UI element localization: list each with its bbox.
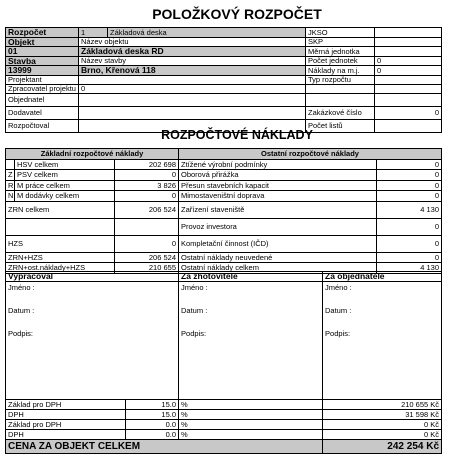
- empty-cell: [375, 93, 442, 106]
- budget-name: Základová deska: [108, 28, 306, 38]
- cost-header-row: [6, 149, 442, 160]
- vat-row: [6, 410, 442, 420]
- unit-value: [375, 47, 442, 57]
- client-label: Objednatel: [6, 93, 79, 106]
- vat-value: 0 Kč: [323, 420, 442, 430]
- cost-row: [6, 218, 442, 235]
- other-cost-label: Ostatní náklady celkem: [179, 263, 377, 274]
- other-cost-label: Kompletační činnost (IČD): [179, 235, 377, 252]
- vat-label: DPH: [6, 410, 126, 420]
- cost-prefix: [6, 159, 15, 170]
- header-row: [6, 47, 442, 57]
- jkso-value: [375, 28, 442, 38]
- empty-cell: [306, 93, 375, 106]
- basic-costs-header: Základní rozpočtové náklady: [6, 149, 179, 160]
- vat-rate: 15.0: [126, 410, 179, 420]
- signature-header-row: [6, 272, 442, 282]
- other-cost-value: 0: [377, 252, 442, 263]
- date-label: Datum :: [8, 306, 35, 315]
- cost-row: [6, 252, 442, 263]
- supplier-label: Dodavatel: [6, 106, 79, 119]
- cost-label: HZS: [6, 235, 115, 252]
- other-cost-value: 4 130: [377, 201, 442, 218]
- cost-row: [6, 191, 442, 202]
- cost-value: 0: [115, 191, 179, 202]
- cost-table: [5, 148, 442, 274]
- header-row: [6, 28, 442, 38]
- estimator-label: Rozpočtoval: [6, 119, 79, 132]
- other-cost-label: Provoz investora: [179, 218, 377, 235]
- other-cost-value: 0: [377, 235, 442, 252]
- total-row: [6, 440, 442, 454]
- empty-cell: [375, 84, 442, 93]
- unit-label: Měrná jednotka: [306, 47, 375, 57]
- vat-unit: %: [179, 410, 323, 420]
- designer-value: [79, 75, 306, 84]
- budget-number: 1: [79, 28, 108, 38]
- other-cost-value: 0: [377, 218, 442, 235]
- signature-label: Podpis:: [181, 329, 207, 338]
- cost-row: [6, 159, 442, 170]
- vat-unit: %: [179, 430, 323, 440]
- object-name: Základová deska RD: [79, 47, 306, 57]
- cost-prefix: Z: [6, 170, 15, 181]
- cost-label: [6, 218, 115, 235]
- name-label: Jméno :: [8, 283, 35, 292]
- cost-value: 0: [115, 235, 179, 252]
- cost-value: 206 524: [115, 252, 179, 263]
- cost-label: HSV celkem: [15, 159, 115, 170]
- vat-value: 210 655 Kč: [323, 400, 442, 410]
- other-cost-value: 0: [377, 180, 442, 191]
- contractor-block: [179, 282, 323, 400]
- cost-value: 202 698: [115, 159, 179, 170]
- other-cost-label: Oborová přirážka: [179, 170, 377, 181]
- vat-unit: %: [179, 420, 323, 430]
- name-label: Jméno :: [181, 283, 208, 292]
- cost-label: M dodávky celkem: [15, 191, 115, 202]
- cost-prefix: N: [6, 191, 15, 202]
- section-title: ROZPOČTOVÉ NÁKLADY: [161, 128, 313, 142]
- date-label: Datum :: [181, 306, 208, 315]
- vat-unit: %: [179, 400, 323, 410]
- skp-label: SKP: [306, 37, 375, 47]
- unit-cost-value: 0: [375, 66, 442, 76]
- construction-name: Brno, Křenová 118: [79, 66, 306, 76]
- construction-label: Stavba: [6, 56, 79, 66]
- name-label: Jméno :: [325, 283, 352, 292]
- prepared-by-header: Vypracoval: [6, 272, 179, 282]
- other-cost-label: Ostatní náklady neuvedené: [179, 252, 377, 263]
- cost-label: ZRN+HZS: [6, 252, 115, 263]
- cost-value: 0: [115, 170, 179, 181]
- object-code: 01: [6, 47, 79, 57]
- cost-row: [6, 235, 442, 252]
- vat-row: [6, 420, 442, 430]
- cost-value: 206 524: [115, 201, 179, 218]
- empty-cell: [306, 84, 375, 93]
- total-value: 242 254 Kč: [323, 440, 442, 454]
- signature-table: [5, 271, 442, 454]
- unit-count-label: Počet jednotek: [306, 56, 375, 66]
- construction-code: 13999: [6, 66, 79, 76]
- vat-row: [6, 400, 442, 410]
- vat-label: Základ pro DPH: [6, 400, 126, 410]
- header-row: [6, 75, 442, 84]
- object-name-label: Název objektu: [79, 37, 306, 47]
- other-cost-label: Zařízení staveniště: [179, 201, 377, 218]
- processor-label: Zpracovatel projektu: [6, 84, 79, 93]
- supplier-value: [79, 106, 306, 119]
- vat-rate: 15.0: [126, 400, 179, 410]
- cost-row: [6, 170, 442, 181]
- cost-value: 210 655: [115, 263, 179, 274]
- order-number-label: Zakázkové číslo: [306, 106, 375, 119]
- budget-type-value: [375, 75, 442, 84]
- vat-value: 0 Kč: [323, 430, 442, 440]
- unit-cost-label: Náklady na m.j.: [306, 66, 375, 76]
- cost-row: [6, 180, 442, 191]
- skp-value: [375, 37, 442, 47]
- total-label: CENA ZA OBJEKT CELKEM: [6, 440, 323, 454]
- order-number-value: 0: [375, 106, 442, 119]
- signature-label: Podpis:: [325, 329, 351, 338]
- vat-value: 31 598 Kč: [323, 410, 442, 420]
- other-cost-label: Ztížené výrobní podmínky: [179, 159, 377, 170]
- budget-type-label: Typ rozpočtu: [306, 75, 375, 84]
- other-cost-value: 0: [377, 159, 442, 170]
- header-row: [6, 84, 442, 93]
- designer-label: Projektant: [6, 75, 79, 84]
- budget-label: Rozpočet: [6, 28, 79, 38]
- other-cost-value: 4 130: [377, 263, 442, 274]
- cost-value: [115, 218, 179, 235]
- cost-prefix: R: [6, 180, 15, 191]
- processor-value: 0: [79, 84, 306, 93]
- header-row: [6, 66, 442, 76]
- vat-row: [6, 430, 442, 440]
- other-cost-value: 0: [377, 170, 442, 181]
- sheet-count-label: Počet listů: [306, 119, 375, 132]
- vat-rate: 0.0: [126, 430, 179, 440]
- page-title: POLOŽKOVÝ ROZPOČET: [152, 6, 322, 22]
- construction-name-label: Název stavby: [79, 56, 306, 66]
- cost-label: ZRN celkem: [6, 201, 115, 218]
- prepared-by-block: [6, 282, 179, 400]
- cost-label: M práce celkem: [15, 180, 115, 191]
- vat-label: Základ pro DPH: [6, 420, 126, 430]
- header-row: [6, 37, 442, 47]
- cost-row: [6, 201, 442, 218]
- jkso-label: JKSO: [306, 28, 375, 38]
- vat-label: DPH: [6, 430, 126, 440]
- date-label: Datum :: [325, 306, 352, 315]
- object-label: Objekt: [6, 37, 79, 47]
- vat-rate: 0.0: [126, 420, 179, 430]
- unit-count-value: 0: [375, 56, 442, 66]
- other-cost-value: 0: [377, 191, 442, 202]
- client-block: [323, 282, 442, 400]
- other-cost-label: Mimostaveništní doprava: [179, 191, 377, 202]
- client-value: [79, 93, 306, 106]
- signature-body-row: [6, 282, 442, 400]
- other-cost-label: Přesun stavebních kapacit: [179, 180, 377, 191]
- header-row: [6, 93, 442, 106]
- header-table: [5, 27, 442, 133]
- header-row: [6, 56, 442, 66]
- signature-label: Podpis:: [8, 329, 34, 338]
- header-row: [6, 106, 442, 119]
- cost-label: ZRN+ost.náklady+HZS: [6, 263, 115, 274]
- client-header: Za objednatele: [323, 272, 442, 282]
- cost-label: PSV celkem: [15, 170, 115, 181]
- other-costs-header: Ostatní rozpočtové náklady: [179, 149, 442, 160]
- cost-value: 3 826: [115, 180, 179, 191]
- contractor-header: Za zhotovitele: [179, 272, 323, 282]
